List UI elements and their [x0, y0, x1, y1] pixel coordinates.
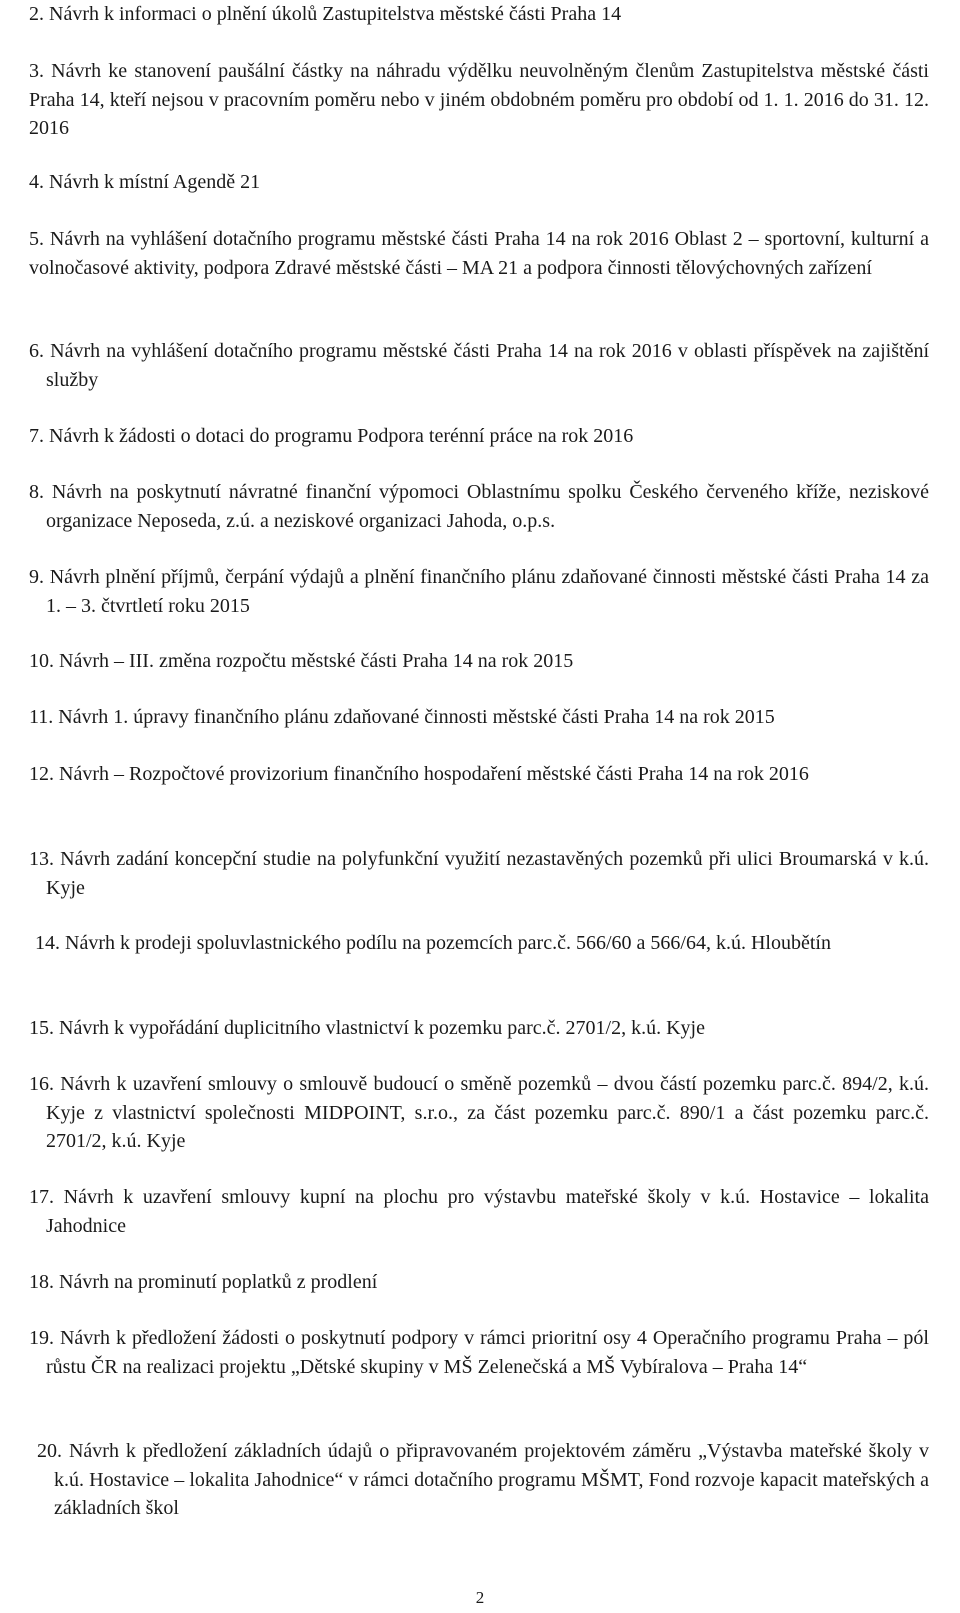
agenda-item-18: 18. Návrh na prominutí poplatků z prodlení: [29, 1271, 378, 1293]
agenda-item-2: 2. Návrh k informaci o plnění úkolů Zastupitelstva městské části Praha 14: [29, 3, 622, 25]
agenda-item-5: 5. Návrh na vyhlášení dotačního programu městské části Praha 14 na rok 2016 Oblast 2 – sportovní, kulturní a volnočasové aktivity, podpora Zdravé městské části – MA 21 a podpora činnosti tělovýchovných zařízení: [29, 228, 929, 279]
agenda-item-11: 11. Návrh 1. úpravy finančního plánu zdaňované činnosti městské části Praha 14 na rok 2015: [29, 706, 775, 728]
page-number: 2: [475, 1588, 485, 1607]
agenda-item-8: 8. Návrh na poskytnutí návratné finanční výpomoci Oblastnímu spolku Českého červeného kříže, neziskové organizace Neposeda, z.ú. a neziskové organizaci Jahoda, o.p.s.: [29, 481, 929, 532]
agenda-item-20: 20. Návrh k předložení základních údajů o připravovaném projektovém záměru „Výstavba mateřské školy v k.ú. Hostavice – lokalita Jahodnice“ v rámci dotačního programu MŠMT, Fond rozvoje kapacit mateřských a základních škol: [37, 1440, 929, 1520]
agenda-item-10: 10. Návrh – III. změna rozpočtu městské části Praha 14 na rok 2015: [29, 650, 574, 672]
agenda-item-15: 15. Návrh k vypořádání duplicitního vlastnictví k pozemku parc.č. 2701/2, k.ú. Kyje: [29, 1017, 705, 1039]
agenda-item-12: 12. Návrh – Rozpočtové provizorium finančního hospodaření městské části Praha 14 na rok 2016: [29, 763, 809, 785]
agenda-item-16: 16. Návrh k uzavření smlouvy o smlouvě budoucí o směně pozemků – dvou částí pozemku parc.č. 894/2, k.ú. Kyje z vlastnictví společnosti MIDPOINT, s.r.o., za část pozemku parc.č. 890/1 a část pozemku parc.č. 2701/2, k.ú. Kyje: [29, 1073, 929, 1153]
agenda-item-14: 14. Návrh k prodeji spoluvlastnického podílu na pozemcích parc.č. 566/60 a 566/64, k.ú. Hloubětín: [35, 932, 831, 954]
agenda-item-4: 4. Návrh k místní Agendě 21: [29, 171, 261, 193]
agenda-item-7: 7. Návrh k žádosti o dotaci do programu Podpora terénní práce na rok 2016: [29, 425, 634, 447]
agenda-item-13: 13. Návrh zadání koncepční studie na polyfunkční využití nezastavěných pozemků při ulici Broumarská v k.ú. Kyje: [29, 848, 929, 899]
agenda-item-9: 9. Návrh plnění příjmů, čerpání výdajů a plnění finančního plánu zdaňované činnosti městské části Praha 14 za 1. – 3. čtvrtletí roku 2015: [29, 566, 929, 617]
agenda-item-19: 19. Návrh k předložení žádosti o poskytnutí podpory v rámci prioritní osy 4 Operačního programu Praha – pól růstu ČR na realizaci projektu „Dětské skupiny v MŠ Zelenečská a MŠ Vybíralova – Praha 14“: [29, 1327, 929, 1378]
agenda-item-3: 3. Návrh ke stanovení paušální částky na náhradu výdělku neuvolněným členům Zastupitelstva městské části Praha 14, kteří nejsou v pracovním poměru nebo v jiném obdobném poměru pro období od 1. 1. 2016 do 31. 12. 2016: [29, 60, 929, 140]
agenda-item-17: 17. Návrh k uzavření smlouvy kupní na plochu pro výstavbu mateřské školy v k.ú. Hostavice – lokalita Jahodnice: [29, 1186, 929, 1237]
agenda-item-6: 6. Návrh na vyhlášení dotačního programu městské části Praha 14 na rok 2016 v oblasti příspěvek na zajištění služby: [29, 340, 929, 391]
